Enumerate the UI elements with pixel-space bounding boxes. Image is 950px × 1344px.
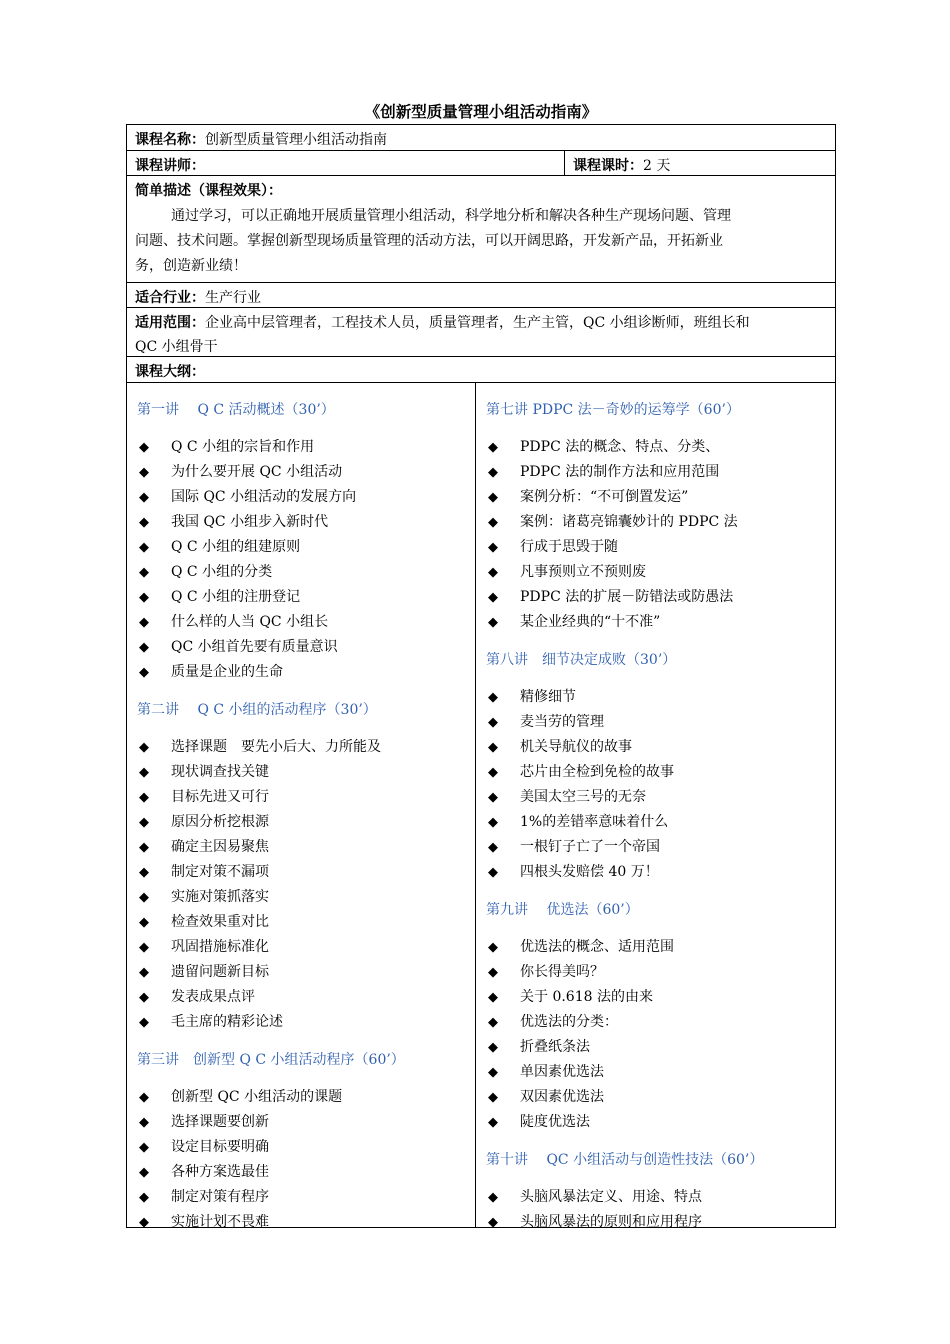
list-item-text: 选择课题要创新 xyxy=(171,1114,269,1130)
diamond-bullet-icon: ◆ xyxy=(139,615,149,630)
description-row xyxy=(127,176,835,283)
outline-left-column xyxy=(127,383,475,1229)
list-item xyxy=(139,861,269,881)
duration-value: 2 天 xyxy=(643,158,671,174)
list-item xyxy=(488,611,660,631)
list-item-text: 麦当劳的管理 xyxy=(520,714,604,730)
list-item-text: 制定对策有程序 xyxy=(171,1189,269,1205)
list-item-text: 精修细节 xyxy=(520,689,576,705)
list-item-text: 巩固措施标准化 xyxy=(171,939,269,955)
scope-label: 适用范围： xyxy=(135,315,205,331)
course-table xyxy=(126,124,836,1228)
lecturer-row xyxy=(127,151,835,176)
list-item-text: 四根头发赔偿 40 万！ xyxy=(520,864,659,880)
course-name-label: 课程名称： xyxy=(135,132,205,148)
list-item-text: 折叠纸条法 xyxy=(520,1039,590,1055)
list-item xyxy=(139,786,269,806)
list-item-text: 优选法的分类： xyxy=(520,1014,618,1030)
diamond-bullet-icon: ◆ xyxy=(488,990,498,1005)
left-section-heading-3: 第三讲 创新型 Q C 小组活动程序（60’） xyxy=(137,1052,405,1068)
diamond-bullet-icon: ◆ xyxy=(139,1115,149,1130)
description-line-1: 通过学习，可以正确地开展质量管理小组活动，科学地分析和解决各种生产现场问题、管理 xyxy=(171,208,731,224)
list-item xyxy=(139,986,255,1006)
list-item-text: 为什么要开展 QC 小组活动 xyxy=(171,464,343,480)
list-item xyxy=(488,511,738,531)
list-item xyxy=(139,1186,269,1206)
diamond-bullet-icon: ◆ xyxy=(488,465,498,480)
list-item xyxy=(488,986,653,1006)
list-item xyxy=(139,886,269,906)
list-item-text: 案例分析：“不可倒置发运” xyxy=(520,489,689,505)
list-item-text: 你长得美吗？ xyxy=(520,964,604,980)
list-item-text: 机关导航仪的故事 xyxy=(520,739,632,755)
diamond-bullet-icon: ◆ xyxy=(488,790,498,805)
diamond-bullet-icon: ◆ xyxy=(488,690,498,705)
scope-row xyxy=(127,308,835,357)
list-item-text: 某企业经典的“十不准” xyxy=(520,614,661,630)
diamond-bullet-icon: ◆ xyxy=(139,540,149,555)
diamond-bullet-icon: ◆ xyxy=(488,540,498,555)
list-item-text: 一根钉子亡了一个帝国 xyxy=(520,839,660,855)
description-label: 简单描述（课程效果）： xyxy=(135,183,282,199)
list-item-text: 凡事预则立不预则废 xyxy=(520,564,646,580)
diamond-bullet-icon: ◆ xyxy=(139,640,149,655)
diamond-bullet-icon: ◆ xyxy=(139,465,149,480)
diamond-bullet-icon: ◆ xyxy=(139,915,149,930)
list-item xyxy=(488,761,674,781)
diamond-bullet-icon: ◆ xyxy=(488,590,498,605)
diamond-bullet-icon: ◆ xyxy=(488,965,498,980)
diamond-bullet-icon: ◆ xyxy=(488,1040,498,1055)
list-item-text: 发表成果点评 xyxy=(171,989,255,1005)
list-item xyxy=(488,1186,702,1206)
list-item-text: 单因素优选法 xyxy=(520,1064,604,1080)
list-item xyxy=(488,836,660,856)
list-item-text: QC 小组首先要有质量意识 xyxy=(171,639,338,655)
document-title: 《创新型质量管理小组活动指南》 xyxy=(364,103,598,121)
list-item-text: Q C 小组的注册登记 xyxy=(171,589,301,605)
list-item xyxy=(139,1011,283,1031)
cell-divider xyxy=(564,151,565,175)
list-item xyxy=(488,586,733,606)
diamond-bullet-icon: ◆ xyxy=(139,740,149,755)
description-line-2: 问题、技术问题。掌握创新型现场质量管理的活动方法，可以开阔思路，开发新产品，开拓新业 xyxy=(135,233,723,249)
diamond-bullet-icon: ◆ xyxy=(139,1140,149,1155)
diamond-bullet-icon: ◆ xyxy=(488,765,498,780)
list-item xyxy=(488,1011,618,1031)
list-item-text: 现状调查找关键 xyxy=(171,764,269,780)
industry-row xyxy=(127,283,835,308)
list-item xyxy=(488,561,646,581)
list-item-text: 关于 0.618 法的由来 xyxy=(520,989,653,1005)
industry-value: 生产行业 xyxy=(205,290,261,306)
list-item xyxy=(139,611,328,631)
diamond-bullet-icon: ◆ xyxy=(488,1015,498,1030)
list-item xyxy=(139,936,269,956)
list-item xyxy=(139,536,300,556)
list-item-text: 双因素优选法 xyxy=(520,1089,604,1105)
list-item-text: 美国太空三号的无奈 xyxy=(520,789,646,805)
list-item xyxy=(139,461,342,481)
list-item-text: 实施计划不畏难 xyxy=(171,1214,269,1230)
diamond-bullet-icon: ◆ xyxy=(139,865,149,880)
diamond-bullet-icon: ◆ xyxy=(488,840,498,855)
list-item xyxy=(139,1111,269,1131)
diamond-bullet-icon: ◆ xyxy=(488,515,498,530)
right-section-heading-2: 第八讲 细节决定成败（30’） xyxy=(486,652,677,668)
diamond-bullet-icon: ◆ xyxy=(488,740,498,755)
list-item-text: 毛主席的精彩论述 xyxy=(171,1014,283,1030)
list-item-text: 各种方案选最佳 xyxy=(171,1164,269,1180)
right-section-heading-1: 第七讲 PDPC 法－奇妙的运筹学（60’） xyxy=(486,402,740,418)
list-item xyxy=(139,636,338,656)
diamond-bullet-icon: ◆ xyxy=(488,440,498,455)
list-item-text: 检查效果重对比 xyxy=(171,914,269,930)
diamond-bullet-icon: ◆ xyxy=(139,1090,149,1105)
course-name-value: 创新型质量管理小组活动指南 xyxy=(205,132,387,148)
list-item-text: PDPC 法的扩展－防错法或防愚法 xyxy=(520,589,734,605)
list-item xyxy=(488,536,618,556)
diamond-bullet-icon: ◆ xyxy=(139,815,149,830)
diamond-bullet-icon: ◆ xyxy=(488,715,498,730)
list-item-text: Q C 小组的宗旨和作用 xyxy=(171,439,315,455)
list-item xyxy=(488,436,719,456)
list-item xyxy=(488,1211,702,1231)
list-item xyxy=(488,686,576,706)
list-item-text: 头脑风暴法定义、用途、特点 xyxy=(520,1189,702,1205)
list-item-text: Q C 小组的组建原则 xyxy=(171,539,301,555)
lecturer-label: 课程讲师： xyxy=(135,158,205,174)
diamond-bullet-icon: ◆ xyxy=(139,765,149,780)
list-item xyxy=(139,1086,342,1106)
outline-right-column xyxy=(476,383,835,1229)
list-item xyxy=(139,661,283,681)
list-item xyxy=(139,961,269,981)
diamond-bullet-icon: ◆ xyxy=(488,565,498,580)
diamond-bullet-icon: ◆ xyxy=(139,1215,149,1230)
scope-value-line-1: 企业高中层管理者，工程技术人员，质量管理者，生产主管，QC 小组诊断师，班组长和 xyxy=(205,315,750,331)
diamond-bullet-icon: ◆ xyxy=(139,1190,149,1205)
list-item xyxy=(139,911,269,931)
diamond-bullet-icon: ◆ xyxy=(139,665,149,680)
list-item xyxy=(488,711,604,731)
list-item xyxy=(139,511,328,531)
list-item-text: 案例：诸葛亮锦囊妙计的 PDPC 法 xyxy=(520,514,738,530)
diamond-bullet-icon: ◆ xyxy=(139,440,149,455)
list-item-text: 质量是企业的生命 xyxy=(171,664,283,680)
diamond-bullet-icon: ◆ xyxy=(488,1115,498,1130)
left-section-heading-2: 第二讲 Q C 小组的活动程序（30’） xyxy=(137,702,377,718)
list-item-text: 原因分析挖根源 xyxy=(171,814,269,830)
list-item-text: 我国 QC 小组步入新时代 xyxy=(171,514,329,530)
list-item xyxy=(139,736,381,756)
list-item-text: Q C 小组的分类 xyxy=(171,564,273,580)
diamond-bullet-icon: ◆ xyxy=(139,965,149,980)
diamond-bullet-icon: ◆ xyxy=(488,865,498,880)
list-item xyxy=(488,786,646,806)
right-section-heading-3: 第九讲 优选法（60’） xyxy=(486,902,639,918)
industry-label: 适合行业： xyxy=(135,290,205,306)
list-item xyxy=(488,736,632,756)
diamond-bullet-icon: ◆ xyxy=(139,490,149,505)
list-item-text: 优选法的概念、适用范围 xyxy=(520,939,674,955)
diamond-bullet-icon: ◆ xyxy=(139,1015,149,1030)
diamond-bullet-icon: ◆ xyxy=(488,815,498,830)
list-item-text: 国际 QC 小组活动的发展方向 xyxy=(171,489,357,505)
list-item-text: 创新型 QC 小组活动的课题 xyxy=(171,1089,343,1105)
diamond-bullet-icon: ◆ xyxy=(488,1065,498,1080)
list-item xyxy=(139,1136,269,1156)
scope-value-line-2: QC 小组骨干 xyxy=(135,339,218,355)
list-item-text: 选择课题 要先小后大、力所能及 xyxy=(171,739,381,755)
list-item-text: 什么样的人当 QC 小组长 xyxy=(171,614,329,630)
list-item xyxy=(488,461,719,481)
list-item-text: 陡度优选法 xyxy=(520,1114,590,1130)
list-item xyxy=(139,586,300,606)
list-item-text: 遗留问题新目标 xyxy=(171,964,269,980)
list-item xyxy=(139,561,272,581)
diamond-bullet-icon: ◆ xyxy=(139,990,149,1005)
left-section-heading-1: 第一讲 Q C 活动概述（30’） xyxy=(137,402,335,418)
duration-label: 课程课时： xyxy=(573,158,643,174)
list-item-text: 设定目标要明确 xyxy=(171,1139,269,1155)
diamond-bullet-icon: ◆ xyxy=(139,790,149,805)
list-item-text: 制定对策不漏项 xyxy=(171,864,269,880)
diamond-bullet-icon: ◆ xyxy=(488,615,498,630)
list-item xyxy=(488,961,604,981)
list-item-text: PDPC 法的概念、特点、分类、 xyxy=(520,439,720,455)
list-item xyxy=(488,936,674,956)
diamond-bullet-icon: ◆ xyxy=(139,565,149,580)
list-item-text: 目标先进又可行 xyxy=(171,789,269,805)
diamond-bullet-icon: ◆ xyxy=(139,1165,149,1180)
list-item xyxy=(139,811,269,831)
list-item xyxy=(488,486,688,506)
list-item xyxy=(139,436,314,456)
list-item xyxy=(139,486,356,506)
list-item xyxy=(488,1061,604,1081)
list-item-text: 头脑风暴法的原则和应用程序 xyxy=(520,1214,702,1230)
diamond-bullet-icon: ◆ xyxy=(139,940,149,955)
list-item xyxy=(488,1086,604,1106)
list-item-text: 行成于思毁于随 xyxy=(520,539,618,555)
list-item xyxy=(488,861,659,881)
diamond-bullet-icon: ◆ xyxy=(488,1090,498,1105)
list-item xyxy=(139,836,269,856)
list-item-text: 实施对策抓落实 xyxy=(171,889,269,905)
diamond-bullet-icon: ◆ xyxy=(488,1215,498,1230)
diamond-bullet-icon: ◆ xyxy=(488,490,498,505)
list-item-text: 芯片由全检到免检的故事 xyxy=(520,764,674,780)
outline-row xyxy=(127,357,835,383)
description-line-3: 务，创造新业绩！ xyxy=(135,258,247,274)
list-item-text: 确定主因易聚焦 xyxy=(171,839,269,855)
list-item xyxy=(139,1161,269,1181)
course-name-row xyxy=(127,125,835,151)
list-item xyxy=(139,761,269,781)
list-item xyxy=(488,811,668,831)
list-item xyxy=(488,1036,590,1056)
list-item-text: PDPC 法的制作方法和应用范围 xyxy=(520,464,720,480)
diamond-bullet-icon: ◆ xyxy=(488,1190,498,1205)
outline-label: 课程大纲： xyxy=(135,364,205,380)
diamond-bullet-icon: ◆ xyxy=(139,590,149,605)
diamond-bullet-icon: ◆ xyxy=(488,940,498,955)
list-item xyxy=(488,1111,590,1131)
list-item-text: 1%的差错率意味着什么 xyxy=(520,814,669,830)
diamond-bullet-icon: ◆ xyxy=(139,515,149,530)
list-item xyxy=(139,1211,269,1231)
diamond-bullet-icon: ◆ xyxy=(139,890,149,905)
diamond-bullet-icon: ◆ xyxy=(139,840,149,855)
right-section-heading-4: 第十讲 QC 小组活动与创造性技法（60’） xyxy=(486,1152,764,1168)
